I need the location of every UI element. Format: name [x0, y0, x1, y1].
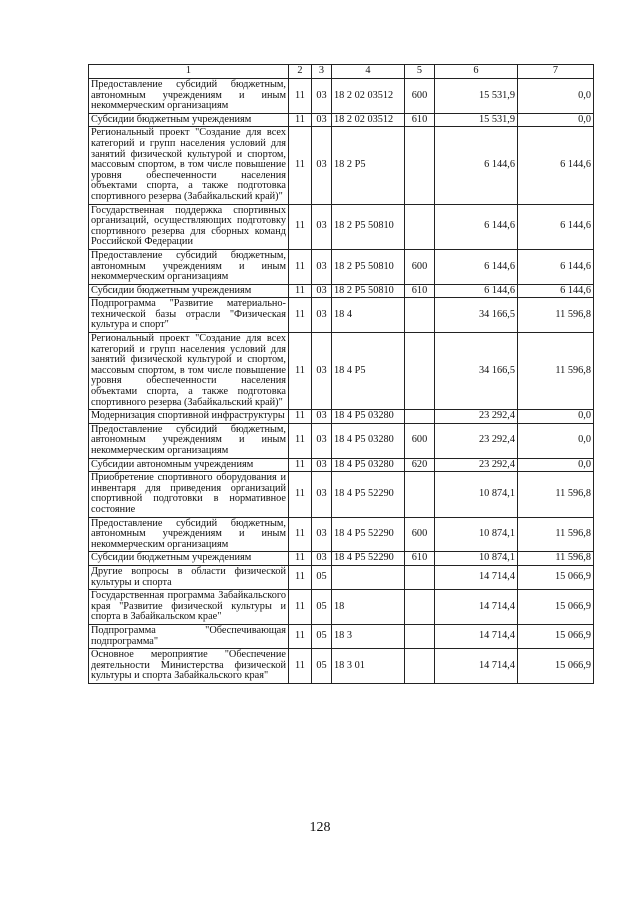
row-name-cell: Субсидии бюджетным учреждениям — [89, 113, 289, 127]
row-name-cell: Субсидии бюджетным учреждениям — [89, 284, 289, 298]
table-row — [89, 113, 594, 127]
section-code-cell: 11 — [289, 127, 312, 204]
amount-year2-cell: 0,0 — [518, 113, 594, 127]
row-name-cell: Основное мероприятие "Обеспечение деятельности Министерства физической культуры и спорта Забайкальского края" — [89, 649, 289, 684]
target-article-cell: 18 2 02 03512 — [332, 113, 405, 127]
subsection-code-cell: 05 — [312, 624, 332, 648]
subsection-code-cell: 03 — [312, 127, 332, 204]
section-code-cell: 11 — [289, 204, 312, 249]
target-article-cell: 18 4 P5 03280 — [332, 458, 405, 472]
section-code-cell: 11 — [289, 333, 312, 410]
amount-year1-cell: 14 714,4 — [435, 649, 518, 684]
section-code-cell: 11 — [289, 472, 312, 517]
section-code-cell: 11 — [289, 552, 312, 566]
expense-type-cell — [405, 590, 435, 625]
target-article-cell — [332, 565, 405, 589]
table-body — [89, 79, 594, 684]
table-row — [89, 298, 594, 333]
section-code-cell: 11 — [289, 249, 312, 284]
target-article-cell: 18 2 P5 50810 — [332, 249, 405, 284]
target-article-cell: 18 4 P5 03280 — [332, 410, 405, 424]
header-cell: 7 — [518, 65, 594, 79]
section-code-cell: 11 — [289, 590, 312, 625]
section-code-cell: 11 — [289, 423, 312, 458]
header-cell: 2 — [289, 65, 312, 79]
amount-year2-cell: 6 144,6 — [518, 204, 594, 249]
page-number: 128 — [309, 820, 331, 835]
subsection-code-cell: 05 — [312, 590, 332, 625]
section-code-cell: 11 — [289, 624, 312, 648]
table-row — [89, 565, 594, 589]
amount-year1-cell: 23 292,4 — [435, 458, 518, 472]
expense-type-cell: 600 — [405, 423, 435, 458]
subsection-code-cell: 03 — [312, 249, 332, 284]
expense-type-cell: 600 — [405, 517, 435, 552]
header-cell: 5 — [405, 65, 435, 79]
row-name-cell: Региональный проект "Создание для всех категорий и групп населения условий для занятий физической культурой и спортом, массовым спортом, в том числе повышение уровня обеспеченности населения объектами спорта, а также подготовка спортивного резерва (Забайкальский край)" — [89, 333, 289, 410]
amount-year1-cell: 10 874,1 — [435, 552, 518, 566]
table-row — [89, 79, 594, 114]
subsection-code-cell: 05 — [312, 649, 332, 684]
amount-year2-cell: 11 596,8 — [518, 472, 594, 517]
expense-type-cell — [405, 410, 435, 424]
expense-type-cell — [405, 624, 435, 648]
header-cell: 1 — [89, 65, 289, 79]
amount-year2-cell: 15 066,9 — [518, 590, 594, 625]
row-name-cell: Государственная программа Забайкальского края "Развитие физической культуры и спорта в Забайкальском крае" — [89, 590, 289, 625]
section-code-cell: 11 — [289, 284, 312, 298]
amount-year1-cell: 23 292,4 — [435, 423, 518, 458]
amount-year1-cell: 14 714,4 — [435, 565, 518, 589]
table-row — [89, 127, 594, 204]
amount-year2-cell: 0,0 — [518, 458, 594, 472]
table-row — [89, 590, 594, 625]
header-cell: 4 — [332, 65, 405, 79]
row-name-cell: Подпрограмма "Развитие материально-технической базы отрасли "Физическая культура и спорт" — [89, 298, 289, 333]
expense-type-cell: 600 — [405, 249, 435, 284]
target-article-cell: 18 2 02 03512 — [332, 79, 405, 114]
row-name-cell: Предоставление субсидий бюджетным, автономным учреждениям и иным некоммерческим организациям — [89, 249, 289, 284]
amount-year1-cell: 34 166,5 — [435, 333, 518, 410]
amount-year1-cell: 15 531,9 — [435, 79, 518, 114]
section-code-cell: 11 — [289, 517, 312, 552]
amount-year2-cell: 15 066,9 — [518, 565, 594, 589]
expense-type-cell — [405, 204, 435, 249]
amount-year2-cell: 6 144,6 — [518, 284, 594, 298]
table-row — [89, 249, 594, 284]
target-article-cell: 18 — [332, 590, 405, 625]
target-article-cell: 18 2 P5 50810 — [332, 204, 405, 249]
section-code-cell: 11 — [289, 298, 312, 333]
expense-type-cell — [405, 298, 435, 333]
subsection-code-cell: 03 — [312, 458, 332, 472]
amount-year1-cell: 6 144,6 — [435, 127, 518, 204]
header-cell: 3 — [312, 65, 332, 79]
target-article-cell: 18 3 — [332, 624, 405, 648]
table-row — [89, 552, 594, 566]
amount-year2-cell: 11 596,8 — [518, 552, 594, 566]
subsection-code-cell: 03 — [312, 79, 332, 114]
target-article-cell: 18 4 P5 — [332, 333, 405, 410]
amount-year2-cell: 0,0 — [518, 410, 594, 424]
amount-year1-cell: 6 144,6 — [435, 249, 518, 284]
amount-year1-cell: 34 166,5 — [435, 298, 518, 333]
row-name-cell: Региональный проект "Создание для всех категорий и групп населения условий для занятий физической культурой и спортом, массовым спортом, в том числе повышение уровня обеспеченности населения объектами спорта, а также подготовка спортивного резерва (Забайкальский край)" — [89, 127, 289, 204]
target-article-cell: 18 4 — [332, 298, 405, 333]
expense-type-cell: 600 — [405, 79, 435, 114]
amount-year2-cell: 11 596,8 — [518, 333, 594, 410]
subsection-code-cell: 03 — [312, 423, 332, 458]
subsection-code-cell: 03 — [312, 284, 332, 298]
section-code-cell: 11 — [289, 113, 312, 127]
amount-year2-cell: 11 596,8 — [518, 517, 594, 552]
row-name-cell: Подпрограмма "Обеспечивающая подпрограмма" — [89, 624, 289, 648]
table-row — [89, 472, 594, 517]
row-name-cell: Субсидии автономным учреждениям — [89, 458, 289, 472]
row-name-cell: Предоставление субсидий бюджетным, автономным учреждениям и иным некоммерческим организациям — [89, 517, 289, 552]
amount-year2-cell: 15 066,9 — [518, 624, 594, 648]
expense-type-cell: 610 — [405, 552, 435, 566]
expense-type-cell: 610 — [405, 113, 435, 127]
row-name-cell: Государственная поддержка спортивных организаций, осуществляющих подготовку спортивного резерва для сборных команд Российской Федерации — [89, 204, 289, 249]
subsection-code-cell: 03 — [312, 410, 332, 424]
subsection-code-cell: 05 — [312, 565, 332, 589]
section-code-cell: 11 — [289, 565, 312, 589]
amount-year1-cell: 15 531,9 — [435, 113, 518, 127]
amount-year2-cell: 15 066,9 — [518, 649, 594, 684]
target-article-cell: 18 4 P5 52290 — [332, 517, 405, 552]
amount-year1-cell: 10 874,1 — [435, 472, 518, 517]
section-code-cell: 11 — [289, 458, 312, 472]
expense-type-cell — [405, 565, 435, 589]
table-row — [89, 410, 594, 424]
target-article-cell: 18 2 P5 50810 — [332, 284, 405, 298]
amount-year2-cell: 0,0 — [518, 423, 594, 458]
table-row — [89, 649, 594, 684]
amount-year2-cell: 11 596,8 — [518, 298, 594, 333]
subsection-code-cell: 03 — [312, 333, 332, 410]
expense-type-cell — [405, 472, 435, 517]
expense-type-cell — [405, 127, 435, 204]
row-name-cell: Модернизация спортивной инфраструктуры — [89, 410, 289, 424]
row-name-cell: Приобретение спортивного оборудования и инвентаря для приведения организаций спортивной подготовки в нормативное состояние — [89, 472, 289, 517]
target-article-cell: 18 4 P5 52290 — [332, 552, 405, 566]
table-row — [89, 423, 594, 458]
subsection-code-cell: 03 — [312, 204, 332, 249]
amount-year1-cell: 14 714,4 — [435, 590, 518, 625]
subsection-code-cell: 03 — [312, 113, 332, 127]
target-article-cell: 18 4 P5 03280 — [332, 423, 405, 458]
amount-year2-cell: 6 144,6 — [518, 127, 594, 204]
expense-type-cell — [405, 649, 435, 684]
target-article-cell: 18 4 P5 52290 — [332, 472, 405, 517]
target-article-cell: 18 2 P5 — [332, 127, 405, 204]
header-cell: 6 — [435, 65, 518, 79]
amount-year2-cell: 6 144,6 — [518, 249, 594, 284]
expense-type-cell — [405, 333, 435, 410]
row-name-cell: Субсидии бюджетным учреждениям — [89, 552, 289, 566]
amount-year1-cell: 10 874,1 — [435, 517, 518, 552]
table-row — [89, 517, 594, 552]
amount-year2-cell: 0,0 — [518, 79, 594, 114]
table-row — [89, 333, 594, 410]
subsection-code-cell: 03 — [312, 517, 332, 552]
section-code-cell: 11 — [289, 649, 312, 684]
target-article-cell: 18 3 01 — [332, 649, 405, 684]
expense-type-cell: 620 — [405, 458, 435, 472]
section-code-cell: 11 — [289, 79, 312, 114]
table-row — [89, 458, 594, 472]
table-row — [89, 624, 594, 648]
amount-year1-cell: 6 144,6 — [435, 284, 518, 298]
subsection-code-cell: 03 — [312, 298, 332, 333]
row-name-cell: Предоставление субсидий бюджетным, автономным учреждениям и иным некоммерческим организациям — [89, 79, 289, 114]
amount-year1-cell: 23 292,4 — [435, 410, 518, 424]
budget-table — [88, 64, 594, 684]
expense-type-cell: 610 — [405, 284, 435, 298]
subsection-code-cell: 03 — [312, 552, 332, 566]
section-code-cell: 11 — [289, 410, 312, 424]
subsection-code-cell: 03 — [312, 472, 332, 517]
amount-year1-cell: 14 714,4 — [435, 624, 518, 648]
row-name-cell: Предоставление субсидий бюджетным, автономным учреждениям и иным некоммерческим организациям — [89, 423, 289, 458]
amount-year1-cell: 6 144,6 — [435, 204, 518, 249]
row-name-cell: Другие вопросы в области физической культуры и спорта — [89, 565, 289, 589]
table-row — [89, 284, 594, 298]
header-row — [89, 65, 594, 79]
table-row — [89, 204, 594, 249]
